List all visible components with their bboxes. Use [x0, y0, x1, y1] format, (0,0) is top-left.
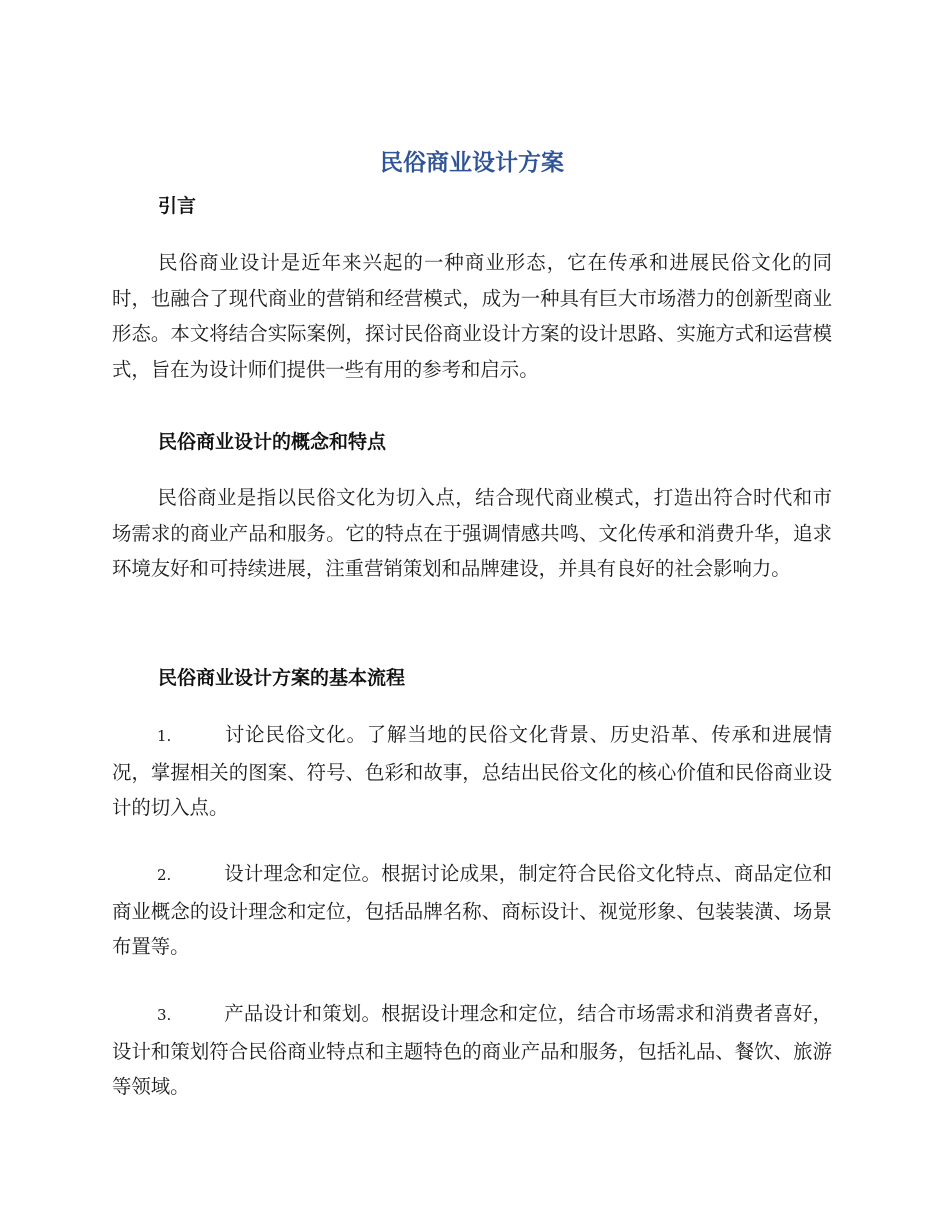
section-heading-process: 民俗商业设计方案的基本流程 [158, 667, 406, 689]
list-item [112, 717, 832, 826]
document-title: 民俗商业设计方案 [380, 150, 564, 176]
list-item-number: 3. [157, 1006, 172, 1024]
list-item [112, 856, 832, 965]
list-item-text: 设计理念和定位。根据讨论成果，制定符合民俗文化特点、商品定位和商业概念的设计理念和定位，包括品牌名称、商标设计、视觉形象、包装装潢、场景布置等。 [112, 862, 832, 958]
list-item-number: 1. [157, 727, 172, 745]
list-item [112, 996, 832, 1105]
section-paragraph-intro [112, 245, 832, 387]
paragraph-text: 民俗商业设计是近年来兴起的一种商业形态，它在传承和进展民俗文化的同时，也融合了现代商业的营销和经营模式，成为一种具有巨大市场潜力的创新型商业形态。本文将结合实际案例，探讨民俗商业设计方案的设计思路、实施方式和运营模式，旨在为设计师们提供一些有用的参考和启示。 [112, 251, 832, 381]
list-item-number: 2. [157, 866, 172, 884]
section-paragraph-concept [112, 480, 832, 587]
section-heading-intro: 引言 [158, 195, 197, 217]
paragraph-text: 民俗商业是指以民俗文化为切入点，结合现代商业模式，打造出符合时代和市场需求的商业产品和服务。它的特点在于强调情感共鸣、文化传承和消费升华，追求环境友好和可持续进展，注重营销策划和品牌建设，并具有良好的社会影响力。 [112, 486, 832, 580]
list-item-text: 产品设计和策划。根据设计理念和定位，结合市场需求和消费者喜好，设计和策划符合民俗商业特点和主题特色的商业产品和服务，包括礼品、餐饮、旅游等领域。 [112, 1002, 832, 1098]
list-item-text: 讨论民俗文化。了解当地的民俗文化背景、历史沿革、传承和进展情况，掌握相关的图案、符号、色彩和故事，总结出民俗文化的核心价值和民俗商业设计的切入点。 [112, 723, 832, 819]
section-heading-concept: 民俗商业设计的概念和特点 [158, 431, 387, 453]
